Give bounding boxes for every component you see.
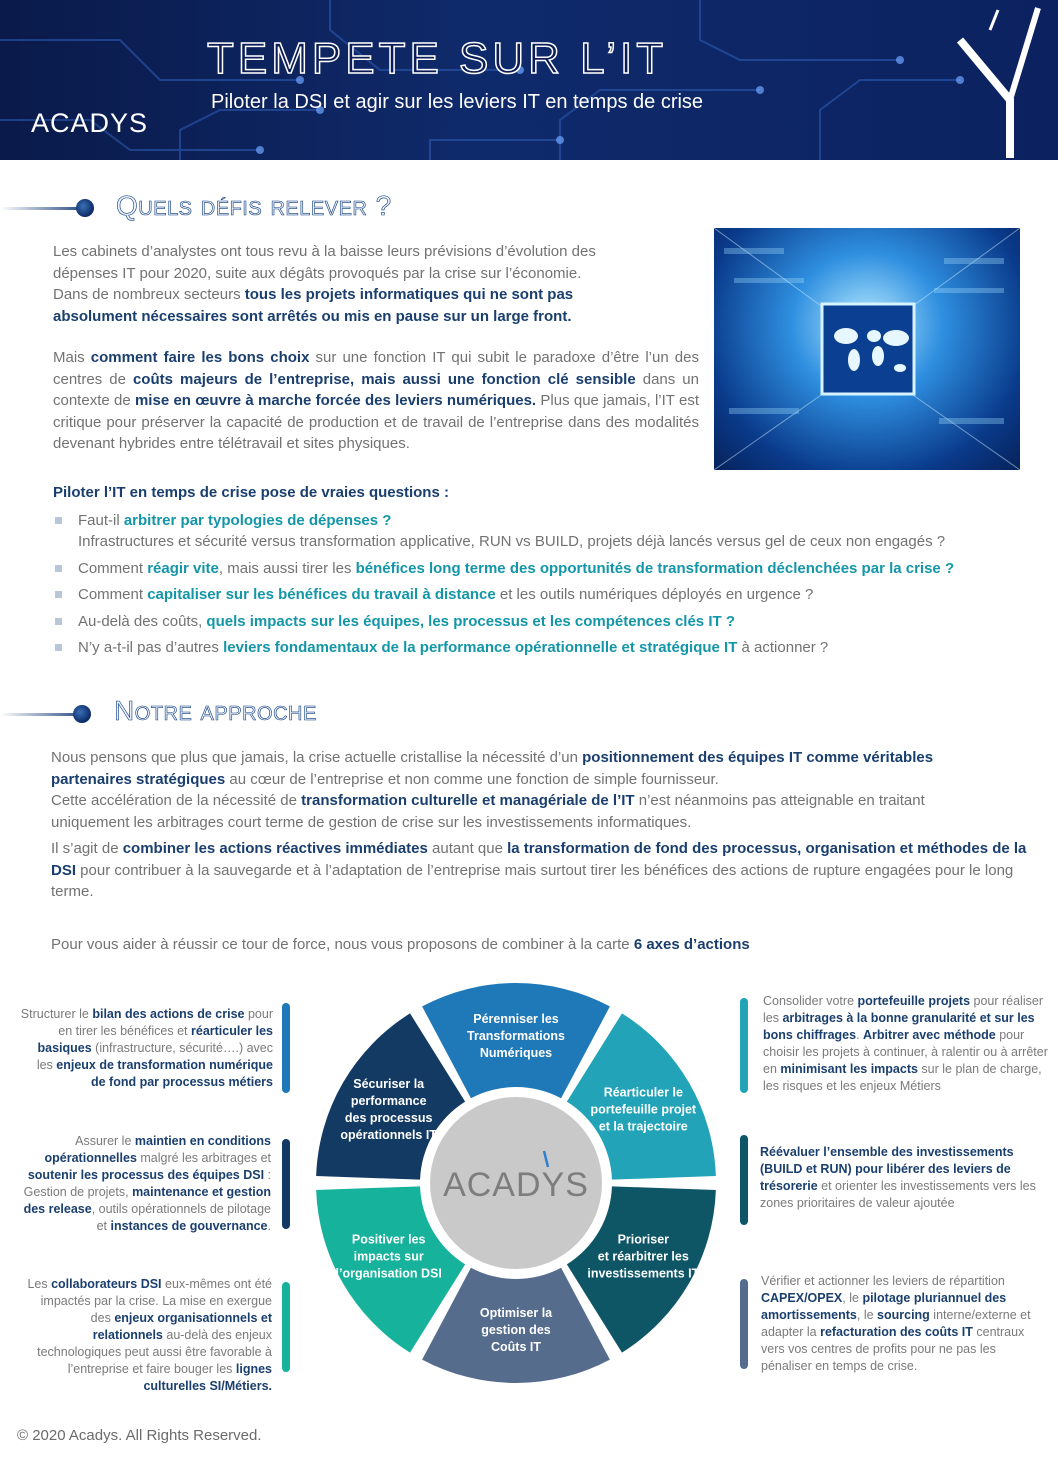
approach-paragraph-2: Il s’agit de combiner les actions réactives immédiates autant que la transformation de fond des processus, organisation et méthodes de la DSI pour contribuer à la sauvegarde et à l’adaptation de l’entreprise mais surtout tirer les bénéfices des actions de rupture engagées pour le long terme. — [51, 840, 1027, 900]
note-right-2-bar — [740, 1135, 748, 1225]
segment-label: Réarticuler le — [603, 1085, 683, 1100]
list-item: Comment réagir vite, mais aussi tirer les bénéfices long terme des opportunités de transformation déclenchées par la crise ? — [53, 558, 1043, 579]
list-item: N’y a-t-il pas d’autres leviers fondamentaux de la performance opérationnelle et stratégique IT à actionner ? — [53, 637, 1043, 658]
questions-list — [53, 510, 1043, 664]
questions-heading: Piloter l’IT en temps de crise pose de vraies questions : — [53, 484, 449, 501]
segment-label: et la trajectoire — [598, 1119, 688, 1134]
intro-paragraph: Les cabinets d’analystes ont tous revu à la baisse leurs prévisions d’évolution des dépenses IT pour 2020, suite aux dégâts provoqués par la crise sur l’économie. Dans de nombreux secteurs tous les projets informatiques qui ne sont pas absolument nécessaires sont arrêtés ou mis en pause sur un large front. — [53, 243, 596, 325]
list-item: Faut-il arbitrer par typologies de dépenses ? Infrastructures et sécurité versus transformation applicative, RUN vs BUILD, projets déjà lancés versus gel de ceux non engagés ? — [53, 510, 1043, 552]
note-right-1-bar — [740, 998, 748, 1093]
page-title: TEMPETE SUR L’IT — [207, 34, 668, 83]
segment-label: Pérenniser les — [473, 1012, 559, 1026]
note-right-3: Vérifier et actionner les leviers de répartition CAPEX/OPEX, le pilotage pluriannuel des amortissements, le sourcing interne/externe et adapter la refacturation des coûts IT centraux vers vos centres de profits pour ne pas les pénaliser en temps de crise. — [761, 1274, 1031, 1373]
note-right-1: Consolider votre portefeuille projets pour réaliser les arbitrages à la bonne granularité et sur les bons chiffrages. Arbitrer avec méthode pour choisir les projets à continuer, à ralentir ou à arrêter en minimisant les impacts sur le plan de charge, les risques et les enjeux Métiers — [763, 994, 1048, 1093]
note-left-3-bar — [282, 1282, 290, 1372]
segment-label: Positiver les — [351, 1232, 426, 1247]
square-bullet-icon — [55, 517, 62, 524]
section-bullet-icon — [76, 199, 94, 217]
note-left-3: Les collaborateurs DSI eux-mêmes ont été impactés par la crise. La mise en exergue des enjeux organisationnels et relationnels au-delà des enjeux technologiques peut aussi être favorable à l’entreprise et faire bouger les lignes culturelles SI/Métiers. — [27, 1277, 272, 1393]
segment-label: Transformations — [467, 1029, 565, 1043]
approach-paragraph-1: Nous pensons que plus que jamais, la crise actuelle cristallise la nécessité d’un positionnement des équipes IT comme véritables partenaires stratégiques au cœur de l’entreprise et non comme une fonction de simple fournisseur. Cette accélération de la nécessité de transformation culturelle et managériale de l’IT n’est néanmoins pas atteignable en traitant uniquement les arbitrages court terme de gestion de crise sur les investissements informatiques. — [51, 749, 934, 831]
segment-label: performance — [350, 1094, 427, 1108]
square-bullet-icon — [55, 618, 62, 625]
copyright-footer: © 2020 Acadys. All Rights Reserved. — [17, 1427, 262, 1444]
note-left-1: Structurer le bilan des actions de crise pour en tirer les bénéfices et réarticuler les basiques (infrastructure, sécurité….) avec les enjeux de transformation numérique de fond par processus métiers — [20, 1007, 273, 1089]
note-right-2: Réévaluer l’ensemble des investissements (BUILD et RUN) pour libérer des leviers de trésorerie et orienter les investissements vers les zones prioritaires de valeur ajoutée — [760, 1145, 1036, 1210]
page-subtitle: Piloter la DSI et agir sur les leviers IT en temps de crise — [211, 91, 704, 113]
note-left-2: Assurer le maintien en conditions opérationnelles malgré les arbitrages et soutenir les processus des équipes DSI : Gestion de projets, maintenance et gestion des release, outils opérationnels de pilotage et instances de gouvernance. — [23, 1134, 271, 1233]
segment-label: l’organisation DSI — [335, 1266, 442, 1281]
section-title-challenges: Quels défis relever ? — [116, 190, 392, 221]
approach-paragraph-3: Pour vous aider à réussir ce tour de force, nous vous proposons de combiner à la carte 6 axes d’actions — [51, 936, 750, 953]
y-logo-icon — [950, 0, 1050, 160]
note-right-3-bar — [740, 1279, 748, 1369]
list-item: Comment capitaliser sur les bénéfices du travail à distance et les outils numériques déployés en urgence ? — [53, 584, 1043, 605]
segment-label: Prioriser — [617, 1232, 670, 1247]
six-axes-wheel — [296, 983, 736, 1383]
acadys-logo: ACADYS — [31, 108, 149, 138]
square-bullet-icon — [55, 565, 62, 572]
segment-label: investissements IT — [587, 1266, 700, 1281]
section-bullet-icon — [73, 705, 91, 723]
segment-label: impacts sur — [353, 1249, 424, 1264]
square-bullet-icon — [55, 591, 62, 598]
context-paragraph: Mais comment faire les bons choix sur une fonction IT qui subit le paradoxe d’être l’un des centres de coûts majeurs de l’entreprise, mais aussi une fonction clé sensible dans un contexte de mise en œuvre à marche forcée des leviers numériques. Plus que jamais, l’IT est critique pour préserver la capacité de production et de travail de l’entreprise dans des modalités devenant hybrides entre télétravail et sites physiques. — [53, 349, 699, 452]
list-item: Au-delà des coûts, quels impacts sur les équipes, les processus et les compétences clés IT ? — [53, 611, 1043, 632]
note-left-2-bar — [282, 1139, 290, 1229]
segment-label: et réarbitrer les — [597, 1249, 689, 1264]
square-bullet-icon — [55, 644, 62, 651]
segment-label: des processus — [344, 1111, 433, 1125]
segment-label: Coûts IT — [491, 1340, 541, 1354]
segment-label: gestion des — [481, 1323, 551, 1337]
note-left-1-bar — [282, 1003, 290, 1093]
segment-label: Numériques — [479, 1046, 553, 1060]
segment-label: Sécuriser la — [353, 1077, 425, 1091]
header-banner — [0, 0, 1058, 160]
segment-label: portefeuille projet — [590, 1102, 697, 1117]
section-line — [0, 207, 82, 210]
section-title-approach: Notre approche — [114, 695, 317, 726]
wheel-center-logo: ACADYS — [443, 1166, 589, 1204]
section-line — [0, 713, 82, 716]
segment-label: Optimiser la — [479, 1306, 553, 1320]
world-map-tunnel-image — [714, 228, 1020, 470]
segment-label: opérationnels IT — [340, 1128, 437, 1142]
